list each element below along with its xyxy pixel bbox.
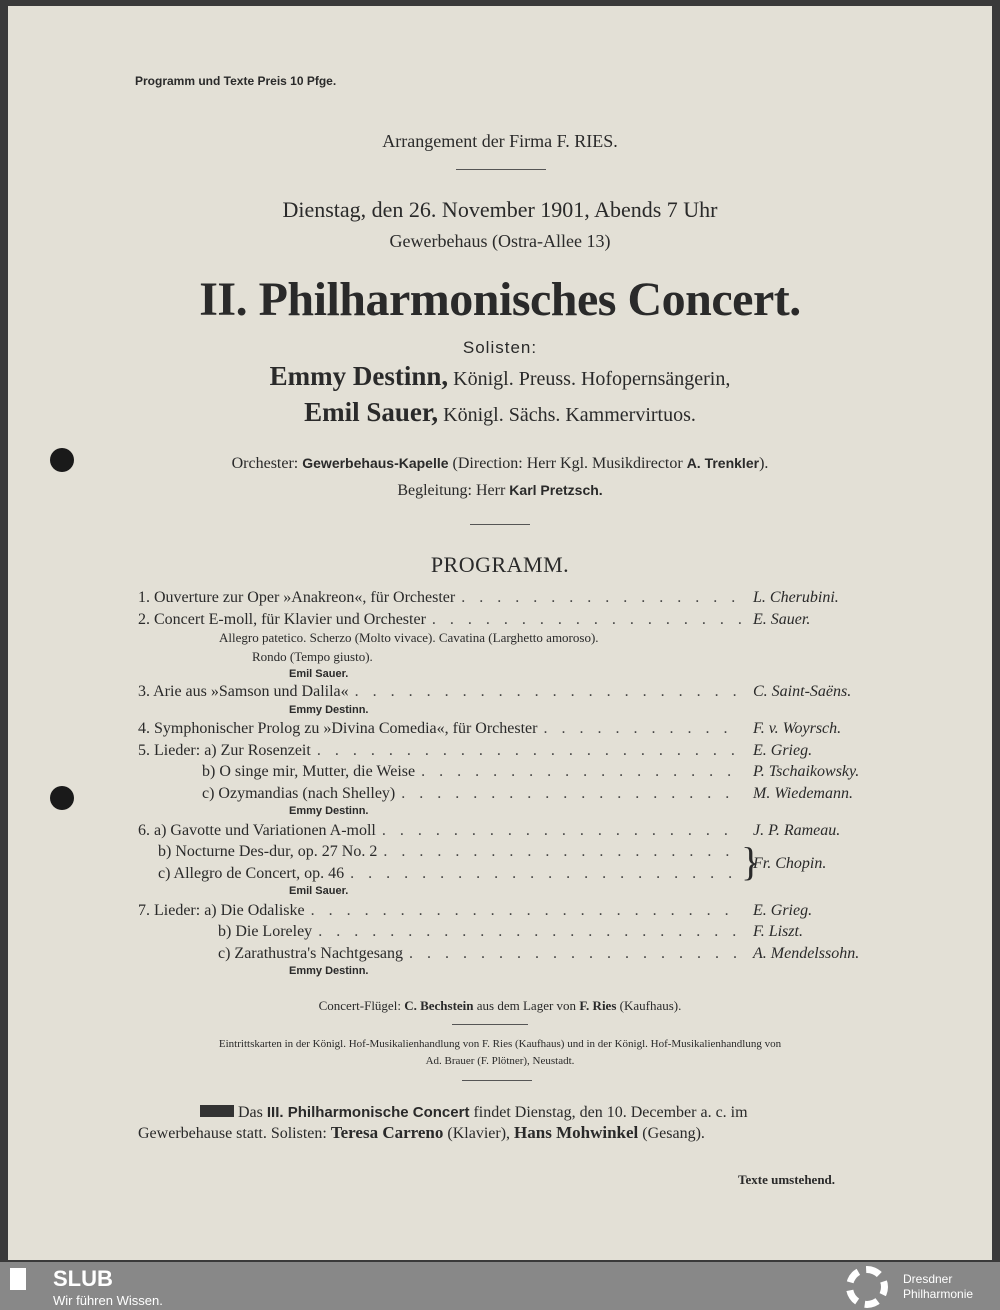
program-item bbox=[158, 855, 878, 884]
page-title: II. Philharmonisches Concert. bbox=[199, 273, 801, 326]
texte-note: Texte umstehend. bbox=[738, 1172, 836, 1187]
slub-slogan: Wir führen Wissen. bbox=[53, 1293, 163, 1308]
performer: Emil Sauer. bbox=[289, 885, 349, 897]
program-item bbox=[138, 821, 878, 841]
accompaniment-line bbox=[0, 482, 1000, 500]
dot-leader bbox=[312, 922, 741, 942]
concert-date: Dienstag, den 26. November 1901, Abends 7 Uhr bbox=[282, 197, 718, 222]
ornament-divider bbox=[456, 169, 546, 170]
pointing-hand-icon bbox=[200, 1105, 234, 1117]
composer: P. Tschaikowsky. bbox=[753, 763, 860, 780]
slub-logo: SLUB bbox=[53, 1266, 113, 1291]
arrangement: Arrangement der Firma F. RIES. bbox=[382, 131, 618, 151]
dot-leader bbox=[344, 864, 741, 884]
next-text: Gewerbehause statt. Solisten: bbox=[138, 1125, 327, 1142]
composer: C. Saint-Saëns. bbox=[753, 683, 852, 700]
dot-leader bbox=[455, 588, 741, 608]
piece-title: 3. Arie aus »Samson und Dalila« bbox=[138, 683, 349, 700]
orchestra-line bbox=[0, 455, 1000, 473]
dot-leader bbox=[305, 901, 741, 921]
program-item bbox=[138, 719, 878, 739]
program-item bbox=[138, 588, 878, 608]
price-note: Programm und Texte Preis 10 Pfge. bbox=[135, 74, 337, 88]
piece-title: 4. Symphonischer Prolog zu »Divina Comedia«, für Orchester bbox=[138, 720, 538, 737]
composer: E. Sauer. bbox=[753, 611, 811, 628]
composer: Fr. Chopin. bbox=[753, 855, 827, 872]
program-item bbox=[202, 762, 878, 782]
tickets-line: Eintrittskarten in der Königl. Hof-Musikalienhandlung von F. Ries (Kaufhaus) und in der Königl. Hof-Musikalienhandlung von bbox=[218, 1038, 782, 1050]
soloist-role: Königl. Preuss. Hofopernsängerin, bbox=[453, 368, 731, 390]
performer: Emmy Destinn. bbox=[289, 965, 369, 977]
next-soloist: Hans Mohwinkel bbox=[514, 1123, 639, 1142]
footer-bar bbox=[0, 1262, 1000, 1310]
piece-title: c) Zarathustra's Nachtgesang bbox=[218, 945, 404, 962]
program-item bbox=[218, 944, 878, 964]
orchestra-label: Orchester: bbox=[231, 455, 299, 472]
conductor-name: A. Trenkler bbox=[686, 455, 760, 471]
soloist-name: Emmy Destinn, bbox=[269, 361, 449, 391]
tickets-line: Ad. Brauer (F. Plötner), Neustadt. bbox=[425, 1055, 575, 1067]
piano-end: (Kaufhaus). bbox=[619, 998, 682, 1013]
piano-label: Concert-Flügel: bbox=[318, 998, 401, 1013]
dot-leader bbox=[415, 762, 741, 782]
piece-title: 6. a) Gavotte und Variationen A-moll bbox=[138, 822, 376, 839]
accompanist-name: Karl Pretzsch. bbox=[509, 482, 603, 498]
piece-title: b) Die Loreley bbox=[218, 923, 313, 940]
punch-hole bbox=[50, 786, 74, 810]
composer: J. P. Rameau. bbox=[753, 822, 841, 839]
program-item bbox=[138, 610, 878, 630]
piano-note bbox=[0, 998, 1000, 1014]
program-item bbox=[202, 784, 878, 804]
venue: Gewerbehaus (Ostra-Allee 13) bbox=[389, 231, 611, 251]
orchestra-close: ). bbox=[759, 455, 769, 472]
soloists-label: Solisten: bbox=[462, 338, 538, 357]
soloist-role: Königl. Sächs. Kammervirtuos. bbox=[443, 404, 696, 426]
dot-leader bbox=[349, 682, 741, 702]
movements: Rondo (Tempo giusto). bbox=[252, 649, 373, 664]
performer: Emmy Destinn. bbox=[289, 704, 369, 716]
next-text: (Gesang). bbox=[642, 1125, 705, 1142]
dot-leader bbox=[311, 741, 741, 761]
piece-title: c) Allegro de Concert, op. 46 bbox=[158, 865, 345, 882]
soloist-name: Emil Sauer, bbox=[304, 397, 439, 427]
next-soloists-line bbox=[138, 1123, 705, 1143]
program-item bbox=[138, 901, 878, 921]
next-text: Das bbox=[238, 1104, 263, 1121]
divider bbox=[452, 1024, 528, 1025]
next-concert-line bbox=[200, 1104, 748, 1122]
composer: E. Grieg. bbox=[753, 902, 813, 919]
brace: } bbox=[741, 839, 761, 884]
dot-leader bbox=[537, 719, 741, 739]
program-item bbox=[138, 741, 878, 761]
dot-leader bbox=[376, 821, 741, 841]
piece-title: 7. Lieder: a) Die Odaliske bbox=[138, 902, 305, 919]
composer: F. Liszt. bbox=[753, 923, 803, 940]
soloist-sauer bbox=[0, 397, 1000, 428]
composer: M. Wiedemann. bbox=[753, 785, 853, 802]
piece-title: 1. Ouverture zur Oper »Anakreon«, für Orchester bbox=[138, 589, 456, 606]
composer: L. Cherubini. bbox=[753, 589, 839, 606]
composer: A. Mendelssohn. bbox=[753, 945, 860, 962]
piece-title: b) Nocturne Des-dur, op. 27 No. 2 bbox=[158, 843, 378, 860]
movements: Allegro patetico. Scherzo (Molto vivace). Cavatina (Larghetto amoroso). bbox=[219, 630, 599, 645]
performer: Emil Sauer. bbox=[289, 668, 349, 680]
piano-maker: C. Bechstein bbox=[404, 998, 474, 1013]
ornament-divider bbox=[462, 1080, 532, 1081]
next-concert: III. Philharmonische Concert bbox=[266, 1104, 470, 1121]
programm-heading: PROGRAMM. bbox=[430, 552, 570, 577]
piece-title: b) O singe mir, Mutter, die Weise bbox=[202, 763, 416, 780]
piano-text: aus dem Lager von bbox=[476, 998, 577, 1013]
philharmonie-logo-icon bbox=[846, 1266, 888, 1308]
piece-title: c) Ozymandias (nach Shelley) bbox=[202, 785, 396, 802]
orchestra-name: Gewerbehaus-Kapelle bbox=[302, 455, 449, 471]
dot-leader bbox=[426, 610, 741, 630]
program-item bbox=[218, 922, 878, 942]
dot-leader bbox=[377, 842, 741, 862]
next-text: (Klavier), bbox=[447, 1125, 511, 1142]
orchestra-direction: (Direction: Herr Kgl. Musikdirector bbox=[452, 455, 683, 472]
composer: E. Grieg. bbox=[753, 742, 813, 759]
piece-title: 5. Lieder: a) Zur Rosenzeit bbox=[138, 742, 311, 759]
partner-name: Philharmonie bbox=[903, 1287, 974, 1301]
composer: F. v. Woyrsch. bbox=[753, 720, 842, 737]
soloist-destinn bbox=[0, 361, 1000, 392]
piece-title: 2. Concert E-moll, für Klavier und Orchester bbox=[138, 611, 426, 628]
accompaniment-label: Begleitung: Herr bbox=[397, 482, 506, 499]
partner-name: Dresdner bbox=[903, 1272, 953, 1286]
performer: Emmy Destinn. bbox=[289, 805, 369, 817]
slub-logo-icon bbox=[10, 1268, 26, 1290]
ornament-divider bbox=[470, 524, 530, 525]
next-soloist: Teresa Carreno bbox=[330, 1123, 444, 1142]
program-item bbox=[138, 682, 878, 702]
piano-shop: F. Ries bbox=[579, 998, 617, 1013]
next-text: findet Dienstag, den 10. December a. c. im bbox=[473, 1104, 748, 1121]
dot-leader bbox=[395, 784, 741, 804]
dot-leader bbox=[403, 944, 741, 964]
